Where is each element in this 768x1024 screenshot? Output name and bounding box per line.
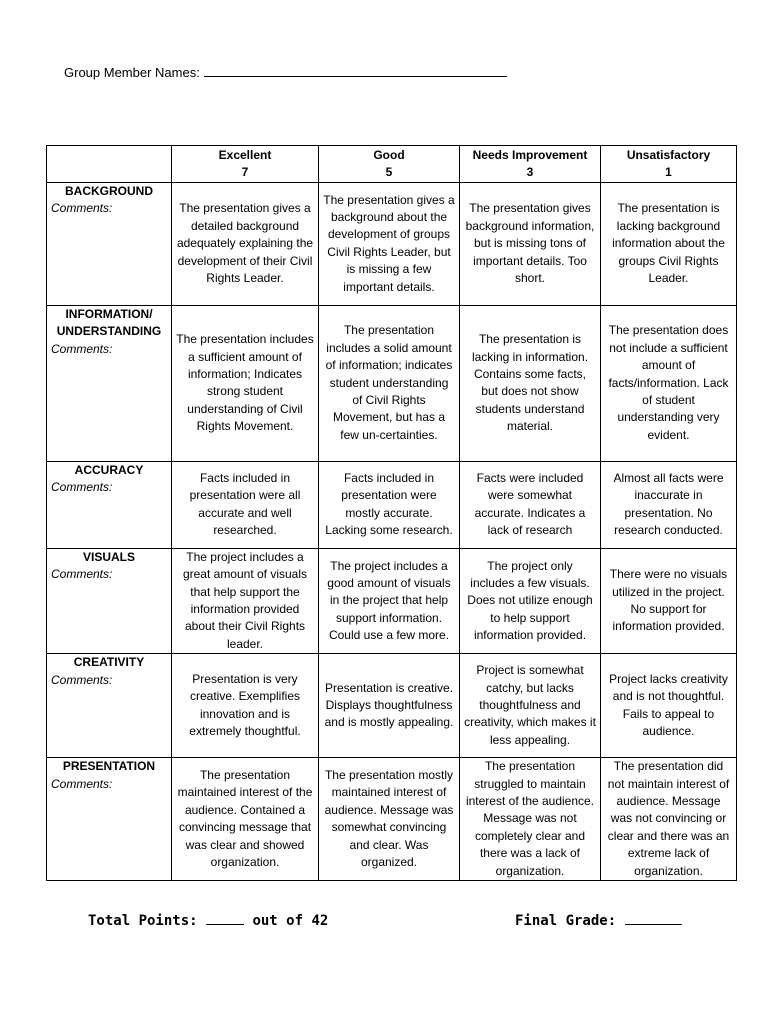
descriptor-cell: The presentation mostly maintained interest of audience. Message was somewhat convincing and clear. Was organized. [319, 758, 460, 881]
final-grade-field[interactable] [625, 912, 682, 925]
criterion-name: VISUALS [82, 549, 135, 564]
rubric-table [46, 145, 737, 881]
criterion-name: CREATIVITY [73, 655, 145, 670]
criterion-row-presentation [47, 758, 737, 881]
descriptor-cell: The presentation is lacking in information. Contains some facts, but does not show students understand material. [460, 305, 601, 461]
descriptor-cell: The presentation gives background information, but is missing tons of important details. Too short. [460, 182, 601, 305]
total-points [88, 912, 328, 929]
descriptor-cell: The presentation maintained interest of the audience. Contained a convincing message that was clear and showed organization. [172, 758, 319, 881]
criterion-row-creativity [47, 654, 737, 758]
descriptor-cell: The presentation is lacking background information about the groups Civil Rights Leader. [601, 182, 737, 305]
comments-label: Comments: [51, 341, 113, 356]
total-points-suffix: out of 42 [252, 913, 329, 929]
comments-label: Comments: [51, 480, 113, 495]
level-points: 1 [665, 165, 672, 180]
criterion-cell [47, 548, 172, 653]
criterion-name: PRESENTATION [62, 759, 156, 774]
criterion-row-accuracy [47, 461, 737, 548]
comments-label: Comments: [51, 567, 113, 582]
criterion-cell [47, 654, 172, 758]
descriptor-cell: The project only includes a few visuals. Does not utilize enough to help support information provided. [460, 548, 601, 653]
comments-label: Comments: [51, 776, 113, 791]
level-name: Excellent [218, 148, 272, 162]
descriptor-cell: Presentation is very creative. Exemplifies innovation and is extremely thoughtful. [172, 654, 319, 758]
criterion-cell [47, 305, 172, 461]
descriptor-cell: Facts included in presentation were mostly accurate. Lacking some research. [319, 461, 460, 548]
descriptor-cell: Facts included in presentation were all accurate and well researched. [172, 461, 319, 548]
level-header-excellent [172, 146, 319, 183]
descriptor-cell: The presentation gives a detailed background adequately explaining the development of their Civil Rights Leader. [172, 182, 319, 305]
level-points: 5 [385, 165, 393, 180]
group-member-label: Group Member Names: [64, 65, 200, 80]
level-header-unsatisfactory [601, 146, 737, 183]
level-points: 7 [241, 165, 249, 180]
total-points-field[interactable] [206, 912, 244, 925]
criterion-row-background [47, 182, 737, 305]
criterion-name: INFORMATION/ UNDERSTANDING [56, 306, 162, 339]
criterion-name: ACCURACY [74, 462, 144, 477]
descriptor-cell: The presentation did not maintain interest of audience. Message was not convincing or clear and there was an extreme lack of organization. [601, 758, 737, 881]
final-grade [515, 912, 682, 929]
descriptor-cell: Project is somewhat catchy, but lacks thoughtfulness and creativity, which makes it less appealing. [460, 654, 601, 758]
level-name: Good [373, 148, 405, 162]
group-member-names [64, 64, 507, 80]
descriptor-cell: The project includes a great amount of visuals that help support the information provided about their Civil Rights leader. [172, 548, 319, 653]
level-points: 3 [526, 165, 534, 180]
criterion-row-visuals [47, 548, 737, 653]
rubric-corner-cell [47, 146, 172, 183]
level-name: Needs Improvement [472, 148, 588, 162]
descriptor-cell: The project includes a good amount of visuals in the project that help support information. Could use a few more. [319, 548, 460, 653]
level-header-needs-improvement [460, 146, 601, 183]
rubric-header-row [47, 146, 737, 183]
comments-label: Comments: [51, 201, 113, 216]
criterion-cell [47, 758, 172, 881]
comments-label: Comments: [51, 672, 113, 687]
final-grade-label: Final Grade: [515, 913, 617, 929]
descriptor-cell: The presentation gives a background about the development of groups Civil Rights Leader, but is missing a few important details. [319, 182, 460, 305]
criterion-cell [47, 461, 172, 548]
descriptor-cell: Project lacks creativity and is not thoughtful. Fails to appeal to audience. [601, 654, 737, 758]
descriptor-cell: Presentation is creative. Displays thoughtfulness and is mostly appealing. [319, 654, 460, 758]
descriptor-cell: Almost all facts were inaccurate in presentation. No research conducted. [601, 461, 737, 548]
descriptor-cell: The presentation struggled to maintain interest of the audience. Message was not completely clear and there was a lack of organization. [460, 758, 601, 881]
descriptor-cell: The presentation includes a sufficient amount of information; Indicates strong student understanding of Civil Rights Movement. [172, 305, 319, 461]
descriptor-cell: The presentation includes a solid amount of information; indicates student understanding of Civil Rights Movement, but has a few un-certainties. [319, 305, 460, 461]
descriptor-cell: The presentation does not include a sufficient amount of facts/information. Lack of student understanding very evident. [601, 305, 737, 461]
criterion-row-information [47, 305, 737, 461]
level-name: Unsatisfactory [626, 148, 711, 162]
descriptor-cell: There were no visuals utilized in the project. No support for information provided. [601, 548, 737, 653]
criterion-name: BACKGROUND [65, 183, 153, 198]
descriptor-cell: Facts were included were somewhat accurate. Indicates a lack of research [460, 461, 601, 548]
level-header-good [319, 146, 460, 183]
criterion-cell [47, 182, 172, 305]
total-points-label: Total Points: [88, 913, 198, 929]
group-member-names-field[interactable] [204, 64, 507, 77]
